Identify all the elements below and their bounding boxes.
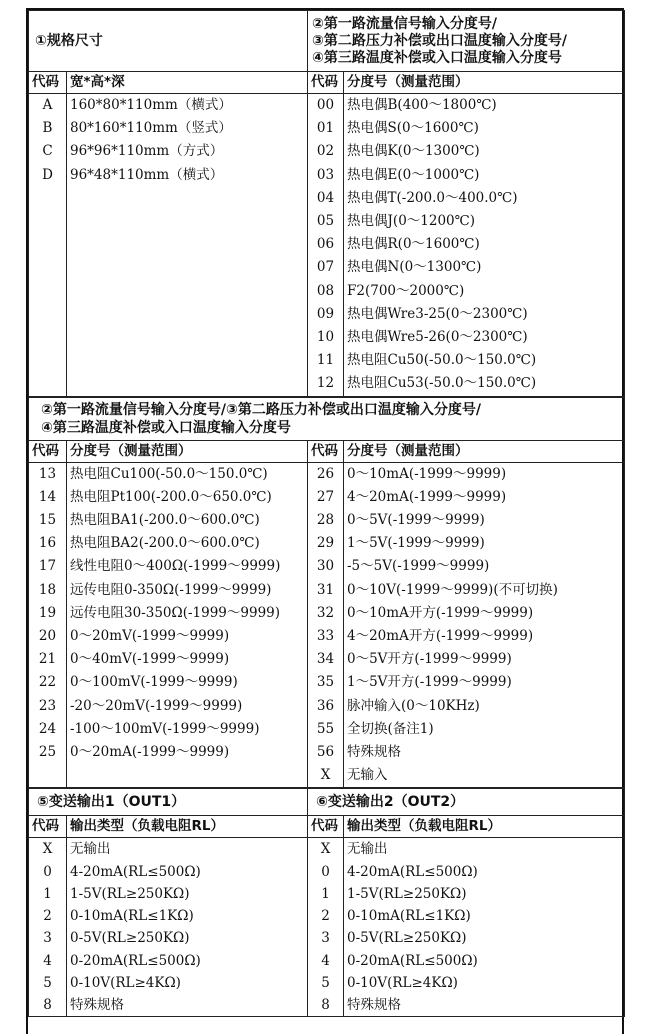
table-row [29, 625, 625, 648]
row-description: 0-20mA(RL≤500Ω) [67, 950, 308, 972]
table-row [29, 718, 625, 741]
row-code: 36 [308, 695, 344, 718]
row-code: 15 [29, 509, 67, 532]
table-row [29, 532, 625, 555]
row-description: 无输出 [344, 838, 625, 861]
row-code [29, 326, 67, 349]
row-code: 03 [308, 164, 344, 187]
spec-table-frame [26, 8, 624, 1034]
row-description: 4-20mA(RL≤500Ω) [67, 861, 308, 883]
row-code: 16 [29, 532, 67, 555]
table-row [29, 838, 625, 861]
row-code [29, 303, 67, 326]
row-description [67, 210, 308, 233]
row-code: 10 [308, 326, 344, 349]
row-description: 80*160*110mm（竖式） [67, 117, 308, 140]
row-code: 35 [308, 671, 344, 694]
row-description: 1～5V开方(-1999～9999) [344, 671, 625, 694]
row-description: 脉冲输入(0～10KHz) [344, 695, 625, 718]
row-description: 热电阻BA1(-200.0～600.0℃) [67, 509, 308, 532]
row-code: 0 [308, 861, 344, 883]
section-transmit-output [28, 788, 625, 1017]
row-code: 19 [29, 602, 67, 625]
row-description: 0～10V(-1999～9999)(不可切换) [344, 579, 625, 602]
table-row [29, 462, 625, 486]
row-code [29, 187, 67, 210]
row-code: 1 [308, 883, 344, 905]
row-description [67, 326, 308, 349]
table-row [29, 861, 625, 883]
row-code [29, 256, 67, 279]
row-code: 13 [29, 462, 67, 486]
table-row [29, 927, 625, 949]
row-description: 0～20mA(-1999～9999) [67, 741, 308, 764]
row-code: 34 [308, 648, 344, 671]
row-code: 04 [308, 187, 344, 210]
row-description: 0-20mA(RL≤500Ω) [344, 950, 625, 972]
row-code: 21 [29, 648, 67, 671]
column-header-code: 代码 [308, 816, 344, 838]
row-description: 0-10mA(RL≤1KΩ) [67, 905, 308, 927]
row-description: -5～5V(-1999～9999) [344, 555, 625, 578]
column-header-output-type: 输出类型（负载电阻RL） [67, 816, 308, 838]
row-code: 27 [308, 486, 344, 509]
table-row [29, 579, 625, 602]
row-code [29, 280, 67, 303]
row-code: 5 [29, 972, 67, 994]
row-description: 特殊规格 [344, 994, 625, 1017]
column-header-range: 分度号（测量范围） [67, 440, 308, 462]
row-code: 12 [308, 372, 344, 396]
table-row [29, 117, 625, 140]
row-description [67, 280, 308, 303]
row-code [29, 349, 67, 372]
row-description: 0-5V(RL≥250KΩ) [67, 927, 308, 949]
row-description: 4～20mA开方(-1999～9999) [344, 625, 625, 648]
row-code: X [29, 838, 67, 861]
table-row [29, 671, 625, 694]
row-description: 热电偶K(0～1300℃) [344, 140, 625, 163]
column-header-dimensions: 宽*高*深 [67, 72, 308, 94]
row-code: 07 [308, 256, 344, 279]
row-description: 热电偶B(400～1800℃) [344, 94, 625, 118]
table-row [29, 164, 625, 187]
row-description: 1-5V(RL≥250KΩ) [344, 883, 625, 905]
row-code: 28 [308, 509, 344, 532]
table-row [29, 648, 625, 671]
row-description: 热电阻Cu50(-50.0～150.0℃) [344, 349, 625, 372]
row-code [29, 764, 67, 788]
table-row [29, 280, 625, 303]
row-code: 11 [308, 349, 344, 372]
row-code: 23 [29, 695, 67, 718]
row-description: 0～10mA(-1999～9999) [344, 462, 625, 486]
row-code: 0 [29, 861, 67, 883]
table-row [29, 972, 625, 994]
row-code: 4 [308, 950, 344, 972]
row-description: 热电阻Pt100(-200.0～650.0℃) [67, 486, 308, 509]
table-row [29, 509, 625, 532]
row-code: 02 [308, 140, 344, 163]
row-description: 无输出 [67, 838, 308, 861]
row-description: 0～5V(-1999～9999) [344, 509, 625, 532]
row-description: 0～100mV(-1999～9999) [67, 671, 308, 694]
table-row [29, 233, 625, 256]
size-section-title: ①规格尺寸 [29, 11, 308, 72]
row-description: 0～20mV(-1999～9999) [67, 625, 308, 648]
row-description: 远传电阻30-350Ω(-1999～9999) [67, 602, 308, 625]
row-description [67, 187, 308, 210]
output1-title: ⑤变送输出1（OUT1） [29, 789, 308, 816]
table-row [29, 764, 625, 788]
row-description [67, 349, 308, 372]
row-description: 特殊规格 [344, 741, 625, 764]
row-code: 25 [29, 741, 67, 764]
row-code: 56 [308, 741, 344, 764]
row-code: 3 [29, 927, 67, 949]
table-row [29, 94, 625, 118]
row-description: 线性电阻0～400Ω(-1999～9999) [67, 555, 308, 578]
row-description: 0～40mV(-1999～9999) [67, 648, 308, 671]
column-header-range: 分度号（测量范围） [344, 440, 625, 462]
row-code: 01 [308, 117, 344, 140]
row-code: C [29, 140, 67, 163]
row-description: 热电阻Cu53(-50.0～150.0℃) [344, 372, 625, 396]
table-row [29, 326, 625, 349]
table-row [29, 555, 625, 578]
column-header-code: 代码 [29, 816, 67, 838]
row-code: 1 [29, 883, 67, 905]
row-description: 4-20mA(RL≤500Ω) [344, 861, 625, 883]
row-description: 0～10mA开方(-1999～9999) [344, 602, 625, 625]
row-description: F2(700～2000℃) [344, 280, 625, 303]
row-code: 4 [29, 950, 67, 972]
row-code: 55 [308, 718, 344, 741]
row-code: 31 [308, 579, 344, 602]
input-continued-title: ②第一路流量信号输入分度号/③第二路压力补偿或出口温度输入分度号/ ④第三路温度补偿或入口温度输入分度号 [29, 397, 625, 440]
table-row [29, 372, 625, 396]
row-code: 24 [29, 718, 67, 741]
row-description: 热电偶T(-200.0～400.0℃) [344, 187, 625, 210]
table-row [29, 210, 625, 233]
row-description: 热电偶Wre5-26(0～2300℃) [344, 326, 625, 349]
output2-title: ⑥变送输出2（OUT2） [308, 789, 625, 816]
row-description [67, 233, 308, 256]
table-row [29, 905, 625, 927]
row-description: 0-5V(RL≥250KΩ) [344, 927, 625, 949]
input-section-title: ②第一路流量信号输入分度号/ ③第二路压力补偿或出口温度输入分度号/ ④第三路温度补偿或入口温度输入分度号 [308, 11, 625, 72]
table-row [29, 994, 625, 1017]
table-row [29, 303, 625, 326]
row-description: -100～100mV(-1999～9999) [67, 718, 308, 741]
row-code: 22 [29, 671, 67, 694]
row-code: 2 [308, 905, 344, 927]
table-row [29, 741, 625, 764]
row-code: 8 [29, 994, 67, 1017]
row-description: 1～5V(-1999～9999) [344, 532, 625, 555]
row-code: 30 [308, 555, 344, 578]
row-code: B [29, 117, 67, 140]
column-header-code: 代码 [308, 72, 344, 94]
row-code: 06 [308, 233, 344, 256]
table-row [29, 883, 625, 905]
row-description: 1-5V(RL≥250KΩ) [67, 883, 308, 905]
row-description: 0-10mA(RL≤1KΩ) [344, 905, 625, 927]
table-row [29, 695, 625, 718]
table-row [29, 486, 625, 509]
row-description: 热电偶E(0～1000℃) [344, 164, 625, 187]
row-description: 0-10V(RL≥4KΩ) [344, 972, 625, 994]
row-code [29, 233, 67, 256]
row-code: X [308, 838, 344, 861]
row-code: X [308, 764, 344, 788]
table-row [29, 187, 625, 210]
row-description: 无输入 [344, 764, 625, 788]
row-code: D [29, 164, 67, 187]
row-description: 特殊规格 [67, 994, 308, 1017]
row-description: 0～5V开方(-1999～9999) [344, 648, 625, 671]
row-description: 热电偶S(0～1600℃) [344, 117, 625, 140]
row-description: 热电阻BA2(-200.0～600.0℃) [67, 532, 308, 555]
row-code: 08 [308, 280, 344, 303]
row-description [67, 303, 308, 326]
table-row [29, 349, 625, 372]
row-description: 4～20mA(-1999～9999) [344, 486, 625, 509]
row-code: 18 [29, 579, 67, 602]
row-description: 160*80*110mm（横式） [67, 94, 308, 118]
row-code: 5 [308, 972, 344, 994]
row-description: -20～20mV(-1999～9999) [67, 695, 308, 718]
row-description: 热电偶N(0～1300℃) [344, 256, 625, 279]
table-row [29, 256, 625, 279]
row-description [67, 256, 308, 279]
row-code: 2 [29, 905, 67, 927]
row-description [67, 764, 308, 788]
row-description: 远传电阻0-350Ω(-1999～9999) [67, 579, 308, 602]
section-input-2 [28, 397, 625, 789]
row-description: 96*96*110mm（方式） [67, 140, 308, 163]
row-description: 热电偶J(0～1200℃) [344, 210, 625, 233]
column-header-range: 分度号（测量范围） [344, 72, 625, 94]
row-code: 20 [29, 625, 67, 648]
row-description: 热电偶R(0～1600℃) [344, 233, 625, 256]
table-row [29, 950, 625, 972]
row-code: 33 [308, 625, 344, 648]
table-row [29, 140, 625, 163]
row-code: 3 [308, 927, 344, 949]
row-code [29, 372, 67, 396]
row-code: 32 [308, 602, 344, 625]
row-description: 全切换(备注1) [344, 718, 625, 741]
row-code: 00 [308, 94, 344, 118]
column-header-code: 代码 [308, 440, 344, 462]
row-code: 17 [29, 555, 67, 578]
row-code: A [29, 94, 67, 118]
row-code: 26 [308, 462, 344, 486]
row-code: 29 [308, 532, 344, 555]
row-code: 05 [308, 210, 344, 233]
row-code: 8 [308, 994, 344, 1017]
column-header-code: 代码 [29, 72, 67, 94]
row-description [67, 372, 308, 396]
column-header-output-type: 输出类型（负载电阻RL） [344, 816, 625, 838]
column-header-code: 代码 [29, 440, 67, 462]
row-description: 96*48*110mm（横式） [67, 164, 308, 187]
row-code [29, 210, 67, 233]
section-size-and-input-1 [28, 10, 625, 397]
row-code: 14 [29, 486, 67, 509]
table-row [29, 602, 625, 625]
row-description: 热电偶Wre3-25(0～2300℃) [344, 303, 625, 326]
row-description: 热电阻Cu100(-50.0～150.0℃) [67, 462, 308, 486]
row-code: 09 [308, 303, 344, 326]
row-description: 0-10V(RL≥4KΩ) [67, 972, 308, 994]
